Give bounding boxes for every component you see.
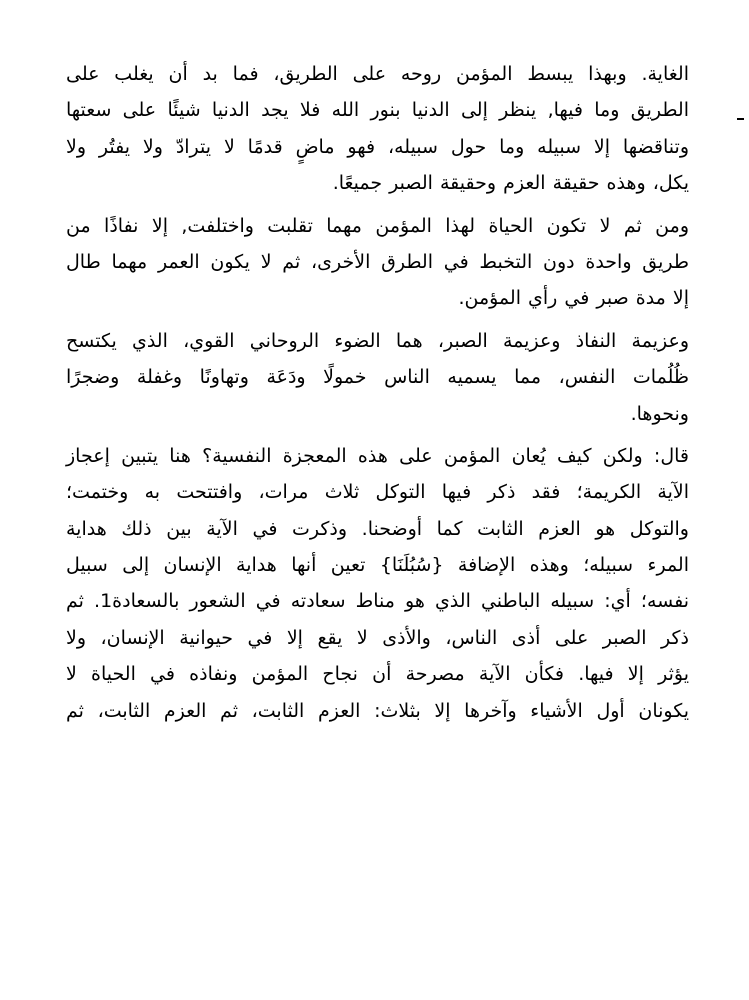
text-line: ظُلُمات النفس، مما يسميه الناس خمولًا ودَعَة وتهاونًا وغفلة وضجرًا: [66, 366, 689, 389]
text-line: الغاية. وبهذا يبسط المؤمن روحه على الطريق، فما بد أن يغلب على: [66, 63, 689, 85]
text-line: يؤثر إلا فيها. فكأن الآية مصرحة أن نجاح المؤمن ونفاذه في الحياة لا: [66, 663, 689, 686]
text-line: المرء سبيله؛ وهذه الإضافة {سُبُلَنَا} تعين أنها هداية الإنسان إلى سبيل: [66, 554, 689, 577]
text-line: يكل، وهذه حقيقة العزم وحقيقة الصبر جميعًا.: [332, 172, 689, 195]
text-line: ومن ثم لا تكون الحياة لهذا المؤمن مهما تقلبت واختلفت, إلا نفاذًا من: [66, 214, 689, 237]
text-line: ونحوها.: [630, 402, 689, 425]
margin-dash-mark: [737, 118, 744, 120]
paragraph-3: [66, 323, 689, 432]
text-line: يكونان أول الأشياء وآخرها إلا بثلاث: العزم الثابت، ثم العزم الثابت، ثم: [66, 699, 689, 722]
paragraph-1: [66, 56, 689, 202]
text-line: الآية الكريمة؛ فقد ذكر فيها التوكل ثلاث مرات، وافتتحت به وختمت؛: [66, 481, 689, 504]
paragraph-4: [66, 438, 689, 729]
text-line: ذكر الصبر على أذى الناس، والأذى لا يقع إلا في حيوانية الإنسان، ولا: [66, 626, 689, 649]
paragraph-2: [66, 208, 689, 317]
text-line: وعزيمة النفاذ وعزيمة الصبر، هما الضوء الروحاني القوي، الذي يكتسح: [66, 329, 689, 352]
document-body: [66, 56, 689, 735]
text-line: طريق واحدة دون التخبط في الطرق الأخرى، ثم لا يكون العمر مهما طال: [66, 250, 689, 273]
text-line: وتناقضها إلا سبيله وما حول سبيله، فهو ماضٍ قدمًا لا يترادّ ولا يفتُر ولا: [66, 135, 689, 158]
text-line: إلا مدة صبر في رأي المؤمن.: [458, 287, 689, 310]
text-line: نفسه؛ أي: سبيله الباطني الذي هو مناط سعادته في الشعور بالسعادة1. ثم: [66, 590, 690, 613]
text-line: والتوكل هو العزم الثابت كما أوضحنا. وذكرت في الآية بين ذلك هداية: [66, 517, 689, 540]
text-line: الطريق وما فيها, ينظر إلى الدنيا بنور الله فلا يجد الدنيا شيئًا على سعتها: [66, 99, 689, 122]
text-line: قال: ولكن كيف يُعان المؤمن على هذه المعجزة النفسية؟ هنا يتبين إعجاز: [66, 444, 689, 467]
